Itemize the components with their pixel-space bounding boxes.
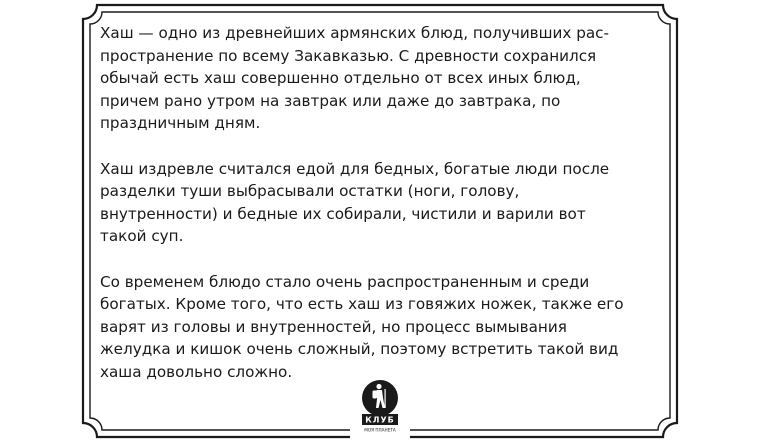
text-line: Хаш — одно из древнейших армянских блюд, получивших рас- <box>100 24 609 42</box>
paragraph-2 <box>100 158 670 248</box>
text-line: пространение по всему Закавказью. С древности сохранился <box>100 46 597 65</box>
club-logo <box>352 374 408 436</box>
paragraph-3 <box>100 271 670 384</box>
text-line: Хаш издревле считался едой для бедных, богатые люди после <box>100 159 610 178</box>
text-line: такой суп. <box>100 227 184 246</box>
text-line: обычай есть хаш совершенно отдельно от всех иных блюд, <box>100 69 581 88</box>
text-line: праздничным дням. <box>100 114 261 133</box>
paragraph-1 <box>100 22 670 135</box>
text-line: богатых. Кроме того, что есть хаш из говяжих ножек, также его <box>100 295 624 314</box>
text-line: причем рано утром на завтрак или даже до завтрака, по <box>100 91 561 110</box>
text-line: внутренности) и бедные их собирали, чистили и варили вот <box>100 204 586 223</box>
logo-title: КЛУБ <box>365 415 395 425</box>
text-line: Со временем блюдо стало очень распространенным и среди <box>100 272 590 291</box>
article-text <box>100 22 670 406</box>
text-line: варят из головы и внутренностей, но процесс вымывания <box>100 317 567 336</box>
logo-subtitle: МОЯ ПЛАНЕТА <box>364 427 396 433</box>
text-line: хаша довольно сложно. <box>100 362 293 381</box>
text-line: желудка и кишок очень сложный, поэтому встретить такой вид <box>100 340 619 359</box>
text-line: разделки туши выбрасывали остатки (ноги, голову, <box>100 182 520 201</box>
